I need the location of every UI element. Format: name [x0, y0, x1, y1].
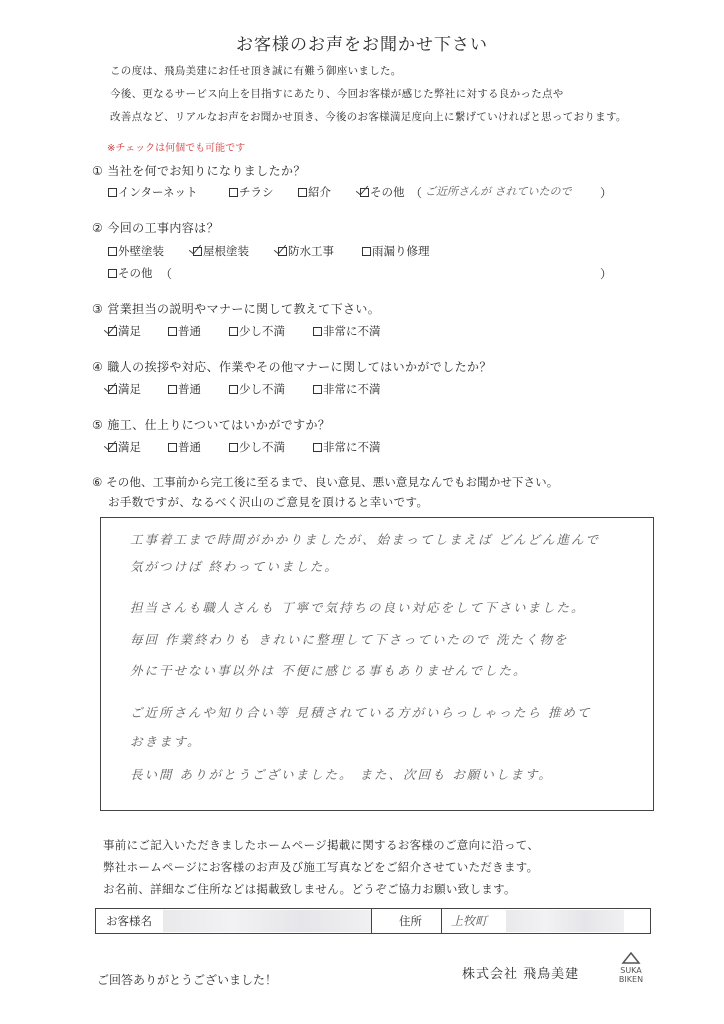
q1-option-flyer[interactable]: チラシ	[229, 184, 274, 200]
company-logo	[611, 952, 651, 984]
q5-option-slightly-dissatisfied[interactable]: 少し不満	[229, 439, 285, 455]
thanks-message: ご回答ありがとうございました！	[97, 973, 278, 987]
question-4: ④ 職人の挨拶や対応、作業やその他マナーに関してはいかがでしたか？	[92, 360, 492, 374]
checkbox[interactable]	[108, 247, 117, 256]
q2-option-roof[interactable]: 屋根塗装	[193, 243, 249, 259]
question-1: ① 当社を何でお知りになりましたか？	[92, 164, 306, 178]
footer-line-1: 事前にご記入いただきましたホームページ掲載に関するお客様のご意向に沿って、	[103, 838, 540, 852]
logo-text-1: SUKA	[620, 966, 642, 975]
divider	[371, 909, 372, 933]
footer-line-2: 弊社ホームページにお客様のお声及び施工写真などをご紹介させていただきます。	[103, 860, 539, 874]
checkbox[interactable]	[108, 269, 117, 278]
question-6: ⑥ その他、工事前から完工後に至るまで、良い意見、悪い意見なんでもお聞かせ下さい。	[92, 475, 559, 489]
q4-option-very-dissatisfied[interactable]: 非常に不満	[313, 381, 381, 397]
footer-line-3: お名前、詳細なご住所などは掲載致しません。どうぞご協力お願い致します。	[103, 882, 516, 896]
checkbox[interactable]	[229, 443, 238, 452]
checkbox[interactable]	[229, 385, 238, 394]
comment-line: 長い間 ありがとうございました。 また、次回も お願いします。	[130, 767, 553, 782]
comment-line: おきます。	[130, 734, 202, 749]
q1-other-open: （	[410, 186, 423, 200]
intro-line-3: 改善点など、リアルなお声をお聞かせ頂き、今後のお客様満足度向上に繋げていければと思っております。	[110, 111, 627, 123]
checkbox-checked[interactable]	[278, 247, 287, 256]
name-field-redacted[interactable]	[163, 910, 371, 932]
page-title: お客様のお声をお聞かせ下さい	[236, 35, 488, 55]
q1-other-close: ）	[600, 186, 613, 200]
question-5: ⑤ 施工、仕上りについてはいかがですか？	[92, 418, 331, 432]
checkbox-checked[interactable]	[193, 247, 202, 256]
address-label: 住所	[399, 914, 422, 928]
checkbox[interactable]	[313, 385, 322, 394]
name-label: お客様名	[106, 914, 152, 928]
q4-option-slightly-dissatisfied[interactable]: 少し不満	[229, 381, 285, 397]
q5-option-normal[interactable]: 普通	[168, 439, 201, 455]
question-2: ② 今回の工事内容は？	[92, 221, 219, 235]
comment-line: 担当さんも職人さんも 丁寧で気持ちの良い対応をして下さいました。	[130, 600, 586, 615]
checkbox-checked[interactable]	[108, 443, 117, 452]
comment-line: 毎回 作業終わりも きれいに整理して下さっていたので 洗たく物を	[130, 632, 569, 647]
checkbox[interactable]	[298, 188, 307, 197]
check-note: ※チェックは何個でも可能です	[107, 143, 246, 154]
address-field-redacted[interactable]	[506, 910, 624, 932]
intro-line-2: 今後、更なるサービス向上を目指すにあたり、今回お客様が感じた弊社に対する良かった点や	[110, 88, 564, 100]
checkbox[interactable]	[168, 385, 177, 394]
comment-line: 工事着工まで時間がかかりましたが、始まってしまえば どんどん進んで	[130, 532, 600, 547]
checkbox-checked[interactable]	[108, 327, 117, 336]
q3-option-satisfied[interactable]: 満足	[108, 323, 141, 339]
q3-option-very-dissatisfied[interactable]: 非常に不満	[313, 323, 381, 339]
q2-option-exterior-wall[interactable]: 外壁塗装	[108, 243, 164, 259]
divider	[441, 909, 442, 933]
q4-option-satisfied[interactable]: 満足	[108, 381, 141, 397]
intro-line-1: この度は、飛鳥美建にお任せ頂き誠に有難う御座いました。	[110, 65, 402, 77]
checkbox-checked[interactable]	[360, 188, 369, 197]
q2-other-open: （	[160, 267, 173, 281]
q1-option-other[interactable]: その他	[360, 184, 405, 200]
q3-option-normal[interactable]: 普通	[168, 323, 201, 339]
checkbox[interactable]	[313, 443, 322, 452]
q5-option-satisfied[interactable]: 満足	[108, 439, 141, 455]
company-name: 株式会社 飛鳥美建	[462, 967, 580, 982]
q2-other-close: ）	[600, 267, 613, 281]
checkbox[interactable]	[168, 327, 177, 336]
comment-line: 気がつけば 終わっていました。	[130, 559, 339, 574]
q1-option-internet[interactable]: インターネット	[108, 184, 197, 200]
checkbox-checked[interactable]	[108, 385, 117, 394]
checkbox[interactable]	[108, 188, 117, 197]
logo-mark-icon	[621, 952, 641, 964]
question-6-sub: お手数ですが、なるべく沢山のご意見を頂けると幸いです。	[108, 495, 429, 509]
address-value[interactable]: 上牧町	[451, 914, 488, 928]
q1-option-referral[interactable]: 紹介	[298, 184, 331, 200]
checkbox[interactable]	[229, 188, 238, 197]
checkbox[interactable]	[168, 443, 177, 452]
q2-option-waterproof[interactable]: 防水工事	[278, 243, 334, 259]
q3-option-slightly-dissatisfied[interactable]: 少し不満	[229, 323, 285, 339]
q2-option-leak-repair[interactable]: 雨漏り修理	[362, 243, 430, 259]
logo-text-2: BIKEN	[618, 975, 644, 984]
q4-option-normal[interactable]: 普通	[168, 381, 201, 397]
q5-option-very-dissatisfied[interactable]: 非常に不満	[313, 439, 381, 455]
question-3: ③ 営業担当の説明やマナーに関して教えて下さい。	[92, 302, 381, 316]
q1-other-text[interactable]: ご近所さんが されていたので	[425, 185, 572, 198]
checkbox[interactable]	[362, 247, 371, 256]
comment-line: 外に干せない事以外は 不便に感じる事もありませんでした。	[130, 663, 528, 678]
name-address-row	[95, 908, 651, 934]
checkbox[interactable]	[313, 327, 322, 336]
comment-line: ご近所さんや知り合い等 見積されている方がいらっしゃったら 推めて	[130, 705, 592, 720]
q2-option-other[interactable]: その他	[108, 265, 153, 281]
checkbox[interactable]	[229, 327, 238, 336]
